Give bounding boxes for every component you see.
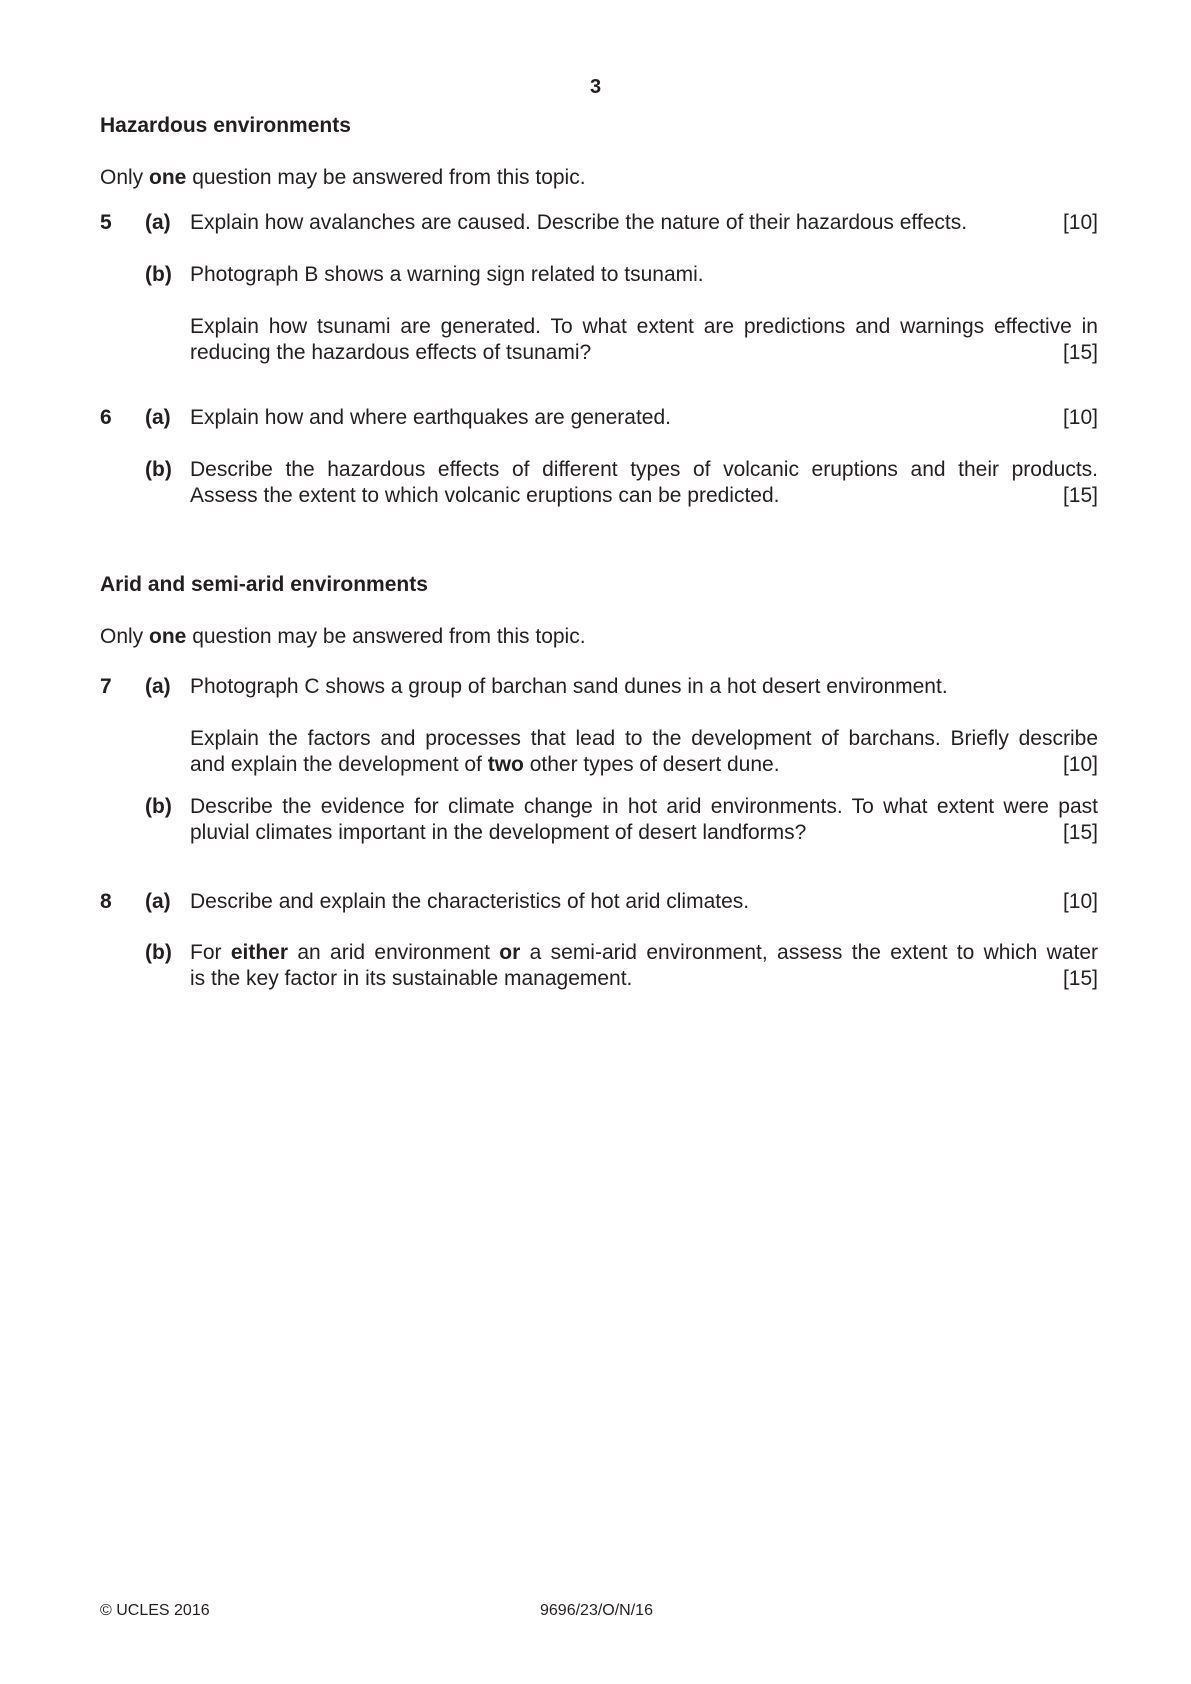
part-label: (a)	[145, 890, 171, 913]
question-7a	[100, 674, 1098, 778]
question-intro: Photograph C shows a group of barchan sand dunes in a hot desert environment.	[190, 675, 948, 698]
text-run: a semi-arid environment, assess the extent to which water	[520, 941, 1099, 964]
mark: [10]	[1062, 890, 1098, 913]
question-text: Describe and explain the characteristics of hot arid climates.	[190, 890, 750, 913]
question-number: 5	[100, 211, 112, 234]
mark: [15]	[1062, 967, 1098, 990]
question-text: is the key factor in its sustainable management.	[190, 967, 633, 990]
text-emphasis: two	[487, 753, 524, 776]
note-text: question may be answered from this topic.	[186, 166, 586, 189]
part-label: (a)	[145, 675, 171, 698]
question-text: Explain the factors and processes that lead to the development of barchans. Briefly describe	[190, 727, 1098, 750]
page-number: 3	[589, 76, 602, 98]
part-label: (b)	[145, 458, 172, 481]
section-hazardous	[100, 113, 1098, 191]
mark: [10]	[1062, 211, 1098, 234]
section-arid	[100, 572, 1098, 650]
part-label: (b)	[145, 263, 172, 286]
text-run: an arid environment	[288, 941, 500, 964]
question-number: 8	[100, 890, 112, 913]
text-run: and explain the development of	[190, 753, 488, 776]
question-5a	[100, 210, 1098, 236]
question-6a	[100, 405, 1098, 431]
question-5b	[100, 262, 1098, 366]
part-label: (b)	[145, 795, 172, 818]
question-text	[190, 752, 780, 778]
question-text: reducing the hazardous effects of tsunami?	[190, 341, 592, 364]
question-intro: Photograph B shows a warning sign related to tsunami.	[190, 263, 704, 286]
note-emphasis: one	[149, 166, 187, 189]
question-6b	[100, 457, 1098, 509]
text-emphasis: either	[230, 941, 289, 964]
section-title: Hazardous environments	[100, 114, 351, 137]
part-label: (a)	[145, 211, 171, 234]
question-8b	[100, 940, 1098, 992]
section-title: Arid and semi-arid environments	[100, 573, 428, 596]
question-text: Explain how avalanches are caused. Describe the nature of their hazardous effects.	[190, 211, 968, 234]
text-run: For	[190, 941, 231, 964]
question-8a	[100, 889, 1098, 915]
question-text: Describe the hazardous effects of different types of volcanic eruptions and their products.	[190, 458, 1098, 481]
part-label: (b)	[145, 941, 172, 964]
topic-note	[100, 624, 1098, 650]
note-text: Only	[100, 166, 150, 189]
question-text: Explain how and where earthquakes are generated.	[190, 406, 671, 429]
note-emphasis: one	[149, 625, 187, 648]
question-text: Describe the evidence for climate change in hot arid environments. To what extent were past	[190, 795, 1098, 818]
note-text: Only	[100, 625, 150, 648]
note-text: question may be answered from this topic.	[186, 625, 586, 648]
question-7b	[100, 794, 1098, 846]
text-run: other types of desert dune.	[523, 753, 780, 776]
part-label: (a)	[145, 406, 171, 429]
question-number: 6	[100, 406, 112, 429]
footer-paper-code: 9696/23/O/N/16	[540, 1602, 653, 1619]
question-text	[190, 940, 1098, 966]
mark: [15]	[1062, 484, 1098, 507]
mark: [15]	[1062, 341, 1098, 364]
text-emphasis: or	[499, 941, 521, 964]
footer-copyright: © UCLES 2016	[100, 1602, 210, 1619]
question-number: 7	[100, 675, 112, 698]
question-text: pluvial climates important in the development of desert landforms?	[190, 821, 807, 844]
mark: [15]	[1062, 821, 1098, 844]
mark: [10]	[1062, 753, 1098, 776]
topic-note	[100, 165, 1098, 191]
question-text: Explain how tsunami are generated. To what extent are predictions and warnings effective in	[190, 315, 1098, 338]
question-text: Assess the extent to which volcanic eruptions can be predicted.	[190, 484, 780, 507]
mark: [10]	[1062, 406, 1098, 429]
